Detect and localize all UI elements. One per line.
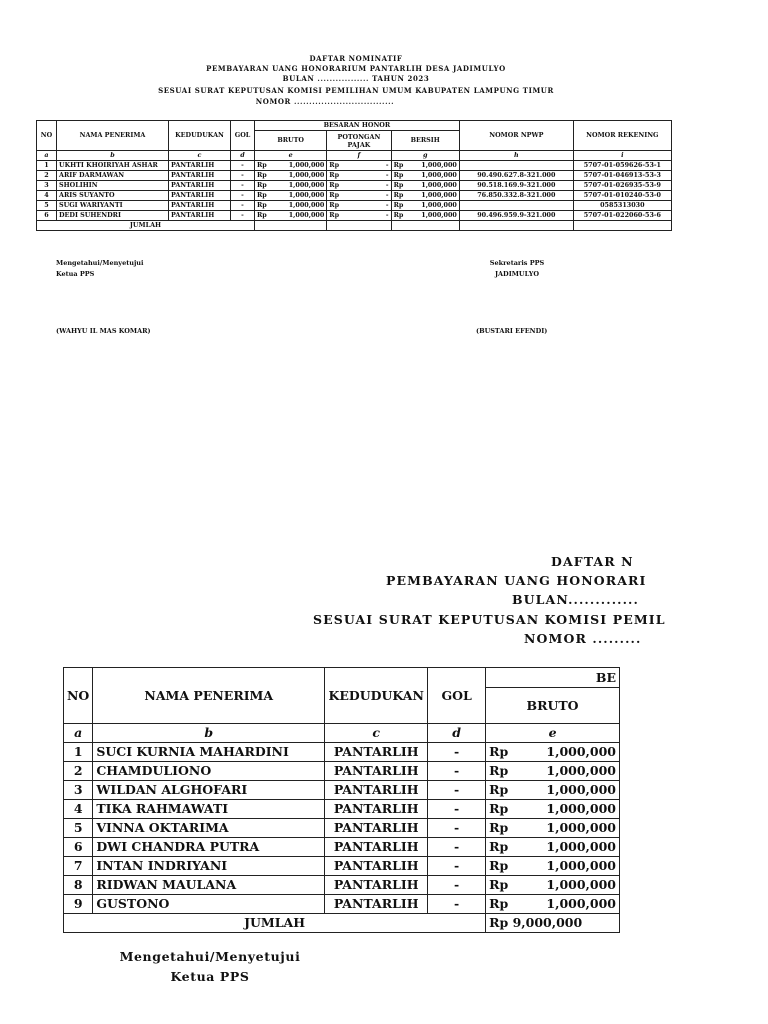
row-bruto: 1,000,000 bbox=[516, 743, 620, 762]
row-nama: WILDAN ALGHOFARI bbox=[93, 781, 325, 800]
row-no: 6 bbox=[37, 211, 57, 221]
row-npwp: 90.518.169.9-321.000 bbox=[459, 181, 573, 191]
row-no: 4 bbox=[37, 191, 57, 201]
row-no: 5 bbox=[37, 201, 57, 211]
row-kedudukan: PANTARLIH bbox=[325, 819, 428, 838]
row-bersih-currency: Rp bbox=[391, 191, 405, 201]
row-bersih-currency: Rp bbox=[391, 181, 405, 191]
row-kedudukan: PANTARLIH bbox=[325, 895, 428, 914]
row-bersih: 1,000,000 bbox=[405, 181, 459, 191]
row-bruto-currency: Rp bbox=[255, 171, 269, 181]
row-bersih: 1,000,000 bbox=[405, 191, 459, 201]
code-cell: h bbox=[459, 151, 573, 161]
code-cell: c bbox=[169, 151, 231, 161]
row-nama: RIDWAN MAULANA bbox=[93, 876, 325, 895]
row-bersih-currency: Rp bbox=[391, 161, 405, 171]
doc2-title-line: BULAN............. bbox=[512, 592, 639, 607]
code-cell: e bbox=[255, 151, 327, 161]
header-nama: NAMA PENERIMA bbox=[57, 121, 169, 151]
row-bruto: 1,000,000 bbox=[269, 181, 327, 191]
doc2-title-line: PEMBAYARAN UANG HONORARI bbox=[386, 573, 647, 588]
header-besaran-honor: BE bbox=[486, 668, 620, 688]
row-no: 3 bbox=[37, 181, 57, 191]
row-bruto-currency: Rp bbox=[486, 743, 516, 762]
header-npwp: NOMOR NPWP bbox=[459, 121, 573, 151]
sign-left-line: Mengetahui/Menyetujui bbox=[119, 949, 301, 964]
doc1-title-line: NOMOR ................................. bbox=[255, 97, 395, 106]
row-gol: - bbox=[428, 762, 486, 781]
row-nama: DEDI SUHENDRI bbox=[57, 211, 169, 221]
row-gol: - bbox=[428, 819, 486, 838]
table-row bbox=[64, 800, 620, 819]
row-bruto-currency: Rp bbox=[255, 161, 269, 171]
row-npwp: 90.490.627.8-321.000 bbox=[459, 171, 573, 181]
jumlah-label: JUMLAH bbox=[64, 914, 486, 933]
row-bruto: 1,000,000 bbox=[516, 819, 620, 838]
doc2-title-line: SESUAI SURAT KEPUTUSAN KOMISI PEMIL bbox=[313, 612, 666, 627]
row-bersih: 1,000,000 bbox=[405, 171, 459, 181]
row-bruto: 1,000,000 bbox=[269, 171, 327, 181]
row-nama: TIKA RAHMAWATI bbox=[93, 800, 325, 819]
code-cell: d bbox=[428, 724, 486, 743]
row-nama: SUGI WARIYANTI bbox=[57, 201, 169, 211]
row-bruto-currency: Rp bbox=[255, 211, 269, 221]
row-no: 2 bbox=[64, 762, 93, 781]
row-bersih-currency: Rp bbox=[391, 171, 405, 181]
row-pajak-currency: Rp bbox=[327, 171, 341, 181]
row-kedudukan: PANTARLIH bbox=[325, 876, 428, 895]
header-gol: GOL bbox=[428, 668, 486, 724]
sign-left-line: Mengetahui/Menyetujui bbox=[56, 259, 144, 267]
row-rekening: 5707-01-022060-53-6 bbox=[573, 211, 671, 221]
row-rekening: 5707-01-046913-53-3 bbox=[573, 171, 671, 181]
jumlah-value: Rp 9,000,000 bbox=[486, 914, 620, 933]
table-row bbox=[64, 781, 620, 800]
row-bruto-currency: Rp bbox=[486, 838, 516, 857]
doc1-title-line: SESUAI SURAT KEPUTUSAN KOMISI PEMILIHAN UMUM KABUPATEN LAMPUNG TIMUR bbox=[158, 86, 554, 95]
row-kedudukan: PANTARLIH bbox=[169, 161, 231, 171]
row-bruto-currency: Rp bbox=[255, 191, 269, 201]
table-row bbox=[37, 191, 672, 201]
row-no: 8 bbox=[64, 876, 93, 895]
row-rekening: 5707-01-026935-53-9 bbox=[573, 181, 671, 191]
row-pajak-currency: Rp bbox=[327, 191, 341, 201]
table-row bbox=[37, 201, 672, 211]
row-pajak: - bbox=[341, 161, 391, 171]
row-nama: DWI CHANDRA PUTRA bbox=[93, 838, 325, 857]
doc1-title-line: DAFTAR NOMINATIF bbox=[309, 54, 403, 63]
doc1-honor-table bbox=[36, 120, 672, 231]
row-bruto-currency: Rp bbox=[486, 876, 516, 895]
row-pajak: - bbox=[341, 201, 391, 211]
table-row bbox=[64, 857, 620, 876]
code-cell: g bbox=[391, 151, 459, 161]
row-npwp: 76.850.332.8-321.000 bbox=[459, 191, 573, 201]
row-gol: - bbox=[428, 781, 486, 800]
code-cell: e bbox=[486, 724, 620, 743]
row-gol: - bbox=[428, 800, 486, 819]
table-row bbox=[64, 743, 620, 762]
sign-right-line: JADIMULYO bbox=[494, 270, 540, 278]
row-bruto-currency: Rp bbox=[255, 201, 269, 211]
row-bersih-currency: Rp bbox=[391, 211, 405, 221]
row-npwp bbox=[459, 201, 573, 211]
row-nama: ARIF DARMAWAN bbox=[57, 171, 169, 181]
doc2-title-line: NOMOR ......... bbox=[524, 631, 642, 646]
doc2-honor-table bbox=[63, 667, 620, 933]
row-kedudukan: PANTARLIH bbox=[325, 743, 428, 762]
header-bersih: BERSIH bbox=[391, 131, 459, 151]
header-bruto: BRUTO bbox=[255, 131, 327, 151]
row-no: 1 bbox=[64, 743, 93, 762]
row-gol: - bbox=[428, 743, 486, 762]
row-pajak: - bbox=[341, 211, 391, 221]
row-bruto-currency: Rp bbox=[486, 857, 516, 876]
header-nama: NAMA PENERIMA bbox=[93, 668, 325, 724]
header-kedudukan: KEDUDUKAN bbox=[325, 668, 428, 724]
row-kedudukan: PANTARLIH bbox=[169, 181, 231, 191]
row-nama: GUSTONO bbox=[93, 895, 325, 914]
row-gol: - bbox=[428, 895, 486, 914]
code-cell: b bbox=[93, 724, 325, 743]
row-pajak: - bbox=[341, 171, 391, 181]
row-bruto-currency: Rp bbox=[486, 800, 516, 819]
row-pajak: - bbox=[341, 181, 391, 191]
row-bersih: 1,000,000 bbox=[405, 211, 459, 221]
header-rekening: NOMOR REKENING bbox=[573, 121, 671, 151]
doc1-sign-left bbox=[56, 258, 144, 280]
row-bruto: 1,000,000 bbox=[516, 857, 620, 876]
row-kedudukan: PANTARLIH bbox=[325, 762, 428, 781]
doc1-total-row bbox=[37, 221, 672, 231]
doc1-title-line: BULAN ................. TAHUN 2023 bbox=[282, 74, 430, 83]
doc1-sign-right bbox=[487, 258, 547, 280]
jumlah-label: JUMLAH bbox=[37, 221, 255, 231]
row-kedudukan: PANTARLIH bbox=[325, 800, 428, 819]
row-no: 4 bbox=[64, 800, 93, 819]
row-gol: - bbox=[231, 161, 255, 171]
row-gol: - bbox=[231, 181, 255, 191]
row-bruto-currency: Rp bbox=[486, 781, 516, 800]
row-pajak-currency: Rp bbox=[327, 201, 341, 211]
header-gol: GOL bbox=[231, 121, 255, 151]
table-row bbox=[64, 762, 620, 781]
row-bruto: 1,000,000 bbox=[516, 895, 620, 914]
row-no: 6 bbox=[64, 838, 93, 857]
row-rekening: 0585313030 bbox=[573, 201, 671, 211]
header-besaran-honor: BESARAN HONOR bbox=[255, 121, 460, 131]
doc2-title-line: DAFTAR N bbox=[551, 554, 634, 569]
code-cell: d bbox=[231, 151, 255, 161]
row-bruto: 1,000,000 bbox=[269, 161, 327, 171]
table-row bbox=[37, 171, 672, 181]
row-gol: - bbox=[428, 838, 486, 857]
doc2-zoomed-section bbox=[0, 540, 666, 1024]
header-bruto: BRUTO bbox=[486, 688, 620, 724]
row-nama: CHAMDULIONO bbox=[93, 762, 325, 781]
code-cell: f bbox=[327, 151, 391, 161]
sign-right-line: Sekretaris PPS bbox=[489, 259, 545, 267]
row-gol: - bbox=[428, 857, 486, 876]
row-bersih: 1,000,000 bbox=[405, 201, 459, 211]
row-gol: - bbox=[231, 171, 255, 181]
row-kedudukan: PANTARLIH bbox=[325, 838, 428, 857]
row-pajak-currency: Rp bbox=[327, 211, 341, 221]
code-cell: a bbox=[64, 724, 93, 743]
table-row bbox=[37, 211, 672, 221]
row-bruto: 1,000,000 bbox=[516, 800, 620, 819]
row-bruto: 1,000,000 bbox=[516, 876, 620, 895]
row-bruto-currency: Rp bbox=[255, 181, 269, 191]
row-rekening: 5707-01-059626-53-1 bbox=[573, 161, 671, 171]
table-row bbox=[37, 181, 672, 191]
header-no: NO bbox=[64, 668, 93, 724]
row-bruto-currency: Rp bbox=[486, 819, 516, 838]
row-nama: SUCI KURNIA MAHARDINI bbox=[93, 743, 325, 762]
row-bruto: 1,000,000 bbox=[516, 781, 620, 800]
row-kedudukan: PANTARLIH bbox=[169, 211, 231, 221]
row-nama: VINNA OKTARIMA bbox=[93, 819, 325, 838]
table-row bbox=[37, 161, 672, 171]
header-no: NO bbox=[37, 121, 57, 151]
table-row bbox=[64, 876, 620, 895]
row-kedudukan: PANTARLIH bbox=[325, 781, 428, 800]
row-nama: ARIS SUYANTO bbox=[57, 191, 169, 201]
row-gol: - bbox=[428, 876, 486, 895]
row-bruto-currency: Rp bbox=[486, 895, 516, 914]
table-row bbox=[64, 838, 620, 857]
row-kedudukan: PANTARLIH bbox=[169, 171, 231, 181]
doc2-total-row bbox=[64, 914, 620, 933]
row-kedudukan: PANTARLIH bbox=[325, 857, 428, 876]
row-bruto: 1,000,000 bbox=[516, 762, 620, 781]
row-gol: - bbox=[231, 191, 255, 201]
row-nama: SHOLIHIN bbox=[57, 181, 169, 191]
row-no: 9 bbox=[64, 895, 93, 914]
table-row bbox=[64, 819, 620, 838]
header-potongan-pajak: POTONGAN PAJAK bbox=[327, 131, 391, 151]
row-no: 5 bbox=[64, 819, 93, 838]
row-nama: UKHTI KHOIRIYAH ASHAR bbox=[57, 161, 169, 171]
doc2-sign-left bbox=[110, 947, 310, 987]
row-no: 1 bbox=[37, 161, 57, 171]
row-kedudukan: PANTARLIH bbox=[169, 191, 231, 201]
row-no: 7 bbox=[64, 857, 93, 876]
row-bruto-currency: Rp bbox=[486, 762, 516, 781]
table-row bbox=[64, 895, 620, 914]
row-no: 2 bbox=[37, 171, 57, 181]
row-pajak-currency: Rp bbox=[327, 161, 341, 171]
row-bruto: 1,000,000 bbox=[269, 191, 327, 201]
row-bruto: 1,000,000 bbox=[269, 211, 327, 221]
row-gol: - bbox=[231, 211, 255, 221]
doc1-title-line: PEMBAYARAN UANG HONORARIUM PANTARLIH DESA JADIMULYO bbox=[206, 64, 506, 73]
row-rekening: 5707-01-010240-53-0 bbox=[573, 191, 671, 201]
code-cell: b bbox=[57, 151, 169, 161]
doc1-sign-left-name: (WAHYU IL MAS KOMAR) bbox=[56, 327, 151, 335]
code-row bbox=[37, 151, 672, 161]
row-nama: INTAN INDRIYANI bbox=[93, 857, 325, 876]
row-pajak: - bbox=[341, 191, 391, 201]
sign-left-line: Ketua PPS bbox=[170, 969, 250, 984]
row-bruto: 1,000,000 bbox=[516, 838, 620, 857]
row-no: 3 bbox=[64, 781, 93, 800]
row-kedudukan: PANTARLIH bbox=[169, 201, 231, 211]
code-cell: c bbox=[325, 724, 428, 743]
row-gol: - bbox=[231, 201, 255, 211]
row-npwp bbox=[459, 161, 573, 171]
code-cell: i bbox=[573, 151, 671, 161]
row-pajak-currency: Rp bbox=[327, 181, 341, 191]
row-bersih: 1,000,000 bbox=[405, 161, 459, 171]
header-kedudukan: KEDUDUKAN bbox=[169, 121, 231, 151]
doc1-sign-right-name: (BUSTARI EFENDI) bbox=[476, 327, 548, 335]
code-row bbox=[64, 724, 620, 743]
code-cell: a bbox=[37, 151, 57, 161]
row-npwp: 90.496.959.9-321.000 bbox=[459, 211, 573, 221]
row-bruto: 1,000,000 bbox=[269, 201, 327, 211]
sign-left-line: Ketua PPS bbox=[56, 270, 95, 278]
row-bersih-currency: Rp bbox=[391, 201, 405, 211]
